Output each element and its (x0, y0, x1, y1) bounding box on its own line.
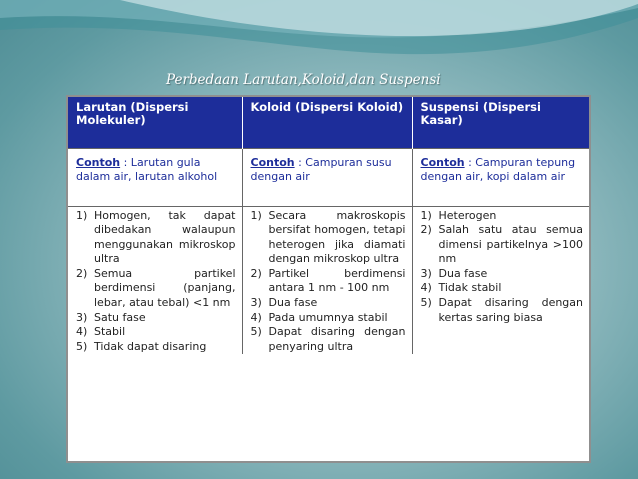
example-label: Contoh (420, 155, 465, 169)
list-item: 3) Satu fase (76, 310, 146, 324)
list-item: 4) Tidak stabil (420, 281, 502, 295)
example-row (68, 148, 589, 206)
example-text: : Campuran tepung dengan air, kopi dalam air (420, 155, 576, 184)
properties-row (68, 206, 589, 354)
list-item: 3) Dua fase (420, 266, 488, 280)
list-item: 3) Dua fase (250, 296, 318, 310)
example-label: Contoh (76, 155, 121, 169)
decorative-wave (0, 0, 638, 80)
example-cell-suspensi (412, 148, 589, 206)
list-item: 1) Heterogen (420, 208, 497, 222)
header-larutan: Larutan (Dispersi Molekuler) (68, 97, 242, 148)
example-cell-larutan (68, 148, 242, 206)
properties-list (421, 209, 584, 326)
header-row (68, 97, 589, 148)
properties-cell-koloid (242, 206, 412, 354)
list-item: 5) Tidak dapat disaring (76, 339, 207, 353)
header-suspensi: Suspensi (Dispersi Kasar) (412, 97, 589, 148)
properties-cell-suspensi (412, 206, 589, 354)
header-koloid: Koloid (Dispersi Koloid) (242, 97, 412, 148)
slide-title: Perbedaan Larutan,Koloid,dan Suspensi (166, 72, 441, 88)
example-label: Contoh (250, 155, 295, 169)
example-text: : Larutan gula dalam air, larutan alkohol (76, 155, 218, 184)
comparison-table (66, 95, 591, 463)
list-item: 5) Dapat disaring dengan kertas saring biasa (420, 296, 583, 324)
list-item: 1) Secara makroskopis bersifat homogen, tetapi heterogen jika diamati dengan mikroskop ultra (250, 208, 406, 266)
list-item: 4) Stabil (76, 325, 126, 339)
properties-list (76, 209, 236, 355)
properties-cell-larutan (68, 206, 242, 354)
list-item: 2) Partikel berdimensi antara 1 nm - 100 nm (250, 266, 406, 295)
list-item: 5) Dapat disaring dengan penyaring ultra (250, 325, 406, 353)
example-text: : Campuran susu dengan air (250, 155, 392, 184)
properties-list (251, 209, 406, 355)
list-item: 4) Pada umumnya stabil (250, 310, 388, 324)
example-cell-koloid (242, 148, 412, 206)
list-item: 2) Semua partikel berdimensi (panjang, lebar, atau tebal) <1 nm (76, 266, 236, 310)
list-item: 1) Homogen, tak dapat dibedakan walaupun menggunakan mikroskop ultra (76, 208, 236, 266)
list-item: 2) Salah satu atau semua dimensi partikelnya >100 nm (420, 223, 583, 266)
